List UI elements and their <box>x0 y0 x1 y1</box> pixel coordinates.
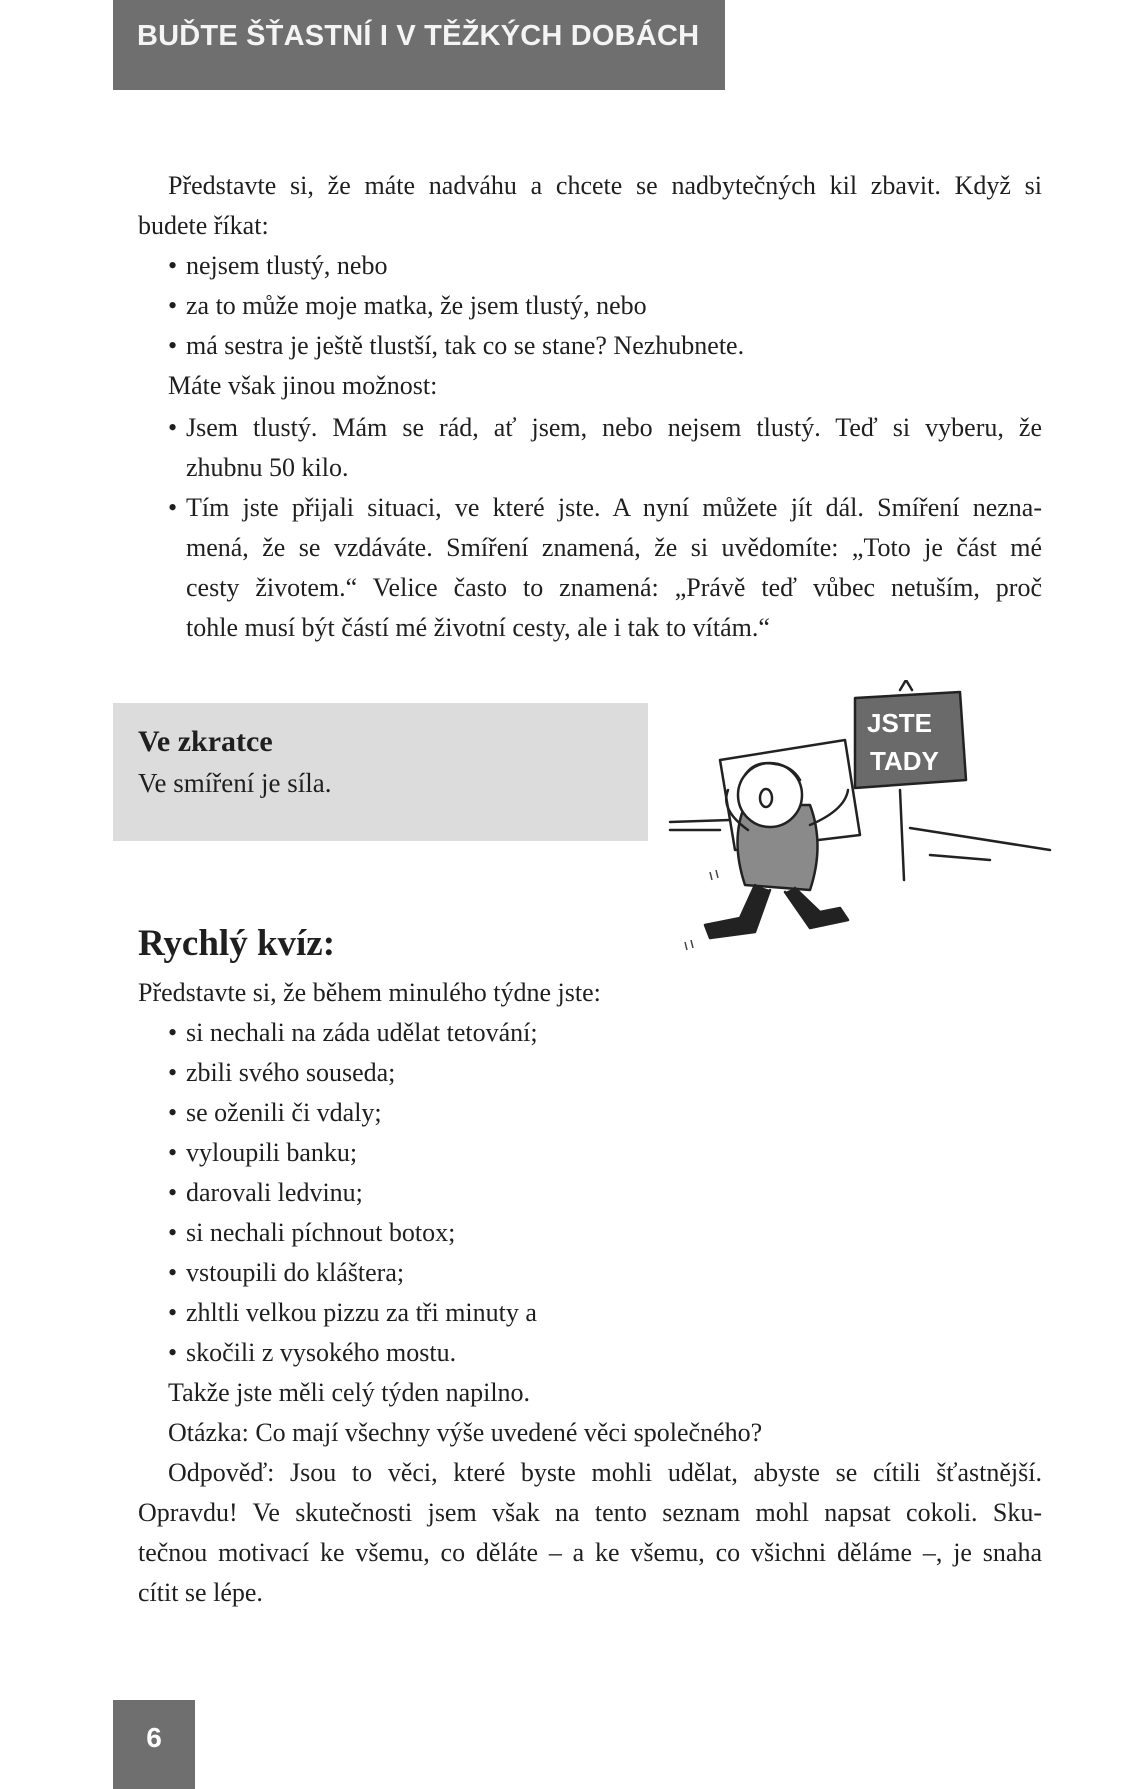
quiz-answer-line-4: cítit se lépe. <box>138 1578 263 1607</box>
list-item: • Tím jste přijali situaci, ve které jste. A nyní můžete jít dál. Smíření nezna- <box>168 493 1042 522</box>
page-number: 6 <box>146 1722 162 1753</box>
bullet5-line-2: mená, že se vzdáváte. Smíření znamená, že si uvědomíte: „Toto je část mé <box>186 533 1042 562</box>
illustration-figure-with-sign <box>660 680 1060 970</box>
quiz-intro: Představte si, že během minulého týdne jste: <box>138 978 601 1007</box>
intro-line-2: budete říkat: <box>138 211 269 240</box>
list-item: • vyloupili banku; <box>168 1138 358 1167</box>
list-item: • skočili z vysokého mostu. <box>168 1338 457 1367</box>
list-item: • vstoupili do kláštera; <box>168 1258 405 1287</box>
quiz-title: Rychlý kvíz: <box>138 923 336 964</box>
list-item: • zbili svého souseda; <box>168 1058 396 1087</box>
bullet5-line-3: cesty životem.“ Velice často to znamená: „Právě teď vůbec netuším, proč <box>186 573 1042 602</box>
quiz-answer-line-1: Odpověď: Jsou to věci, které byste mohli udělat, abyste se cítili šťastnější. <box>168 1458 1042 1487</box>
list-item: • zhltli velkou pizzu za tři minuty a <box>168 1298 537 1327</box>
list-item: • nejsem tlustý, nebo <box>168 251 388 280</box>
summary-text: Ve smíření je síla. <box>138 768 332 798</box>
quiz-week-line: Takže jste měli celý týden napilno. <box>168 1378 531 1407</box>
bullet4-line-2: zhubnu 50 kilo. <box>186 453 349 482</box>
list-item: • si nechali na záda udělat tetování; <box>168 1018 538 1047</box>
page-header-title: BUĎTE ŠŤASTNÍ I V TĚŽKÝCH DOBÁCH <box>137 20 700 52</box>
list-item: • darovali ledvinu; <box>168 1178 363 1207</box>
header-bar <box>113 0 725 90</box>
summary-box <box>113 703 648 841</box>
list-item: • za to může moje matka, že jsem tlustý, nebo <box>168 291 647 320</box>
quiz-answer-line-2: Opravdu! Ve skutečnosti jsem však na tento seznam mohl napsat cokoli. Sku- <box>138 1498 1042 1527</box>
bullet5-line-4: tohle musí být částí mé životní cesty, ale i tak to vítám.“ <box>186 613 770 642</box>
quiz-question: Otázka: Co mají všechny výše uvedené věci společného? <box>168 1418 763 1447</box>
intro-line-1: Představte si, že máte nadváhu a chcete se nadbytečných kil zbavit. Když si <box>168 171 1042 200</box>
summary-title: Ve zkratce <box>138 725 273 758</box>
list-item: • má sestra je ještě tlustší, tak co se stane? Nezhubnete. <box>168 331 745 360</box>
quiz-answer-line-3: tečnou motivací ke všemu, co děláte – a ke všemu, co všichni děláme –, je snaha <box>138 1538 1042 1567</box>
sign-text-top: JSTE <box>867 708 933 738</box>
list-item: • Jsem tlustý. Mám se rád, ať jsem, nebo nejsem tlustý. Teď si vyberu, že <box>168 413 1042 442</box>
list-item: • se oženili či vdaly; <box>168 1098 382 1127</box>
sign-text-bottom: TADY <box>870 746 939 776</box>
page-number-box <box>113 1700 195 1789</box>
list-item: • si nechali píchnout botox; <box>168 1218 456 1247</box>
option-line: Máte však jinou možnost: <box>168 371 438 400</box>
